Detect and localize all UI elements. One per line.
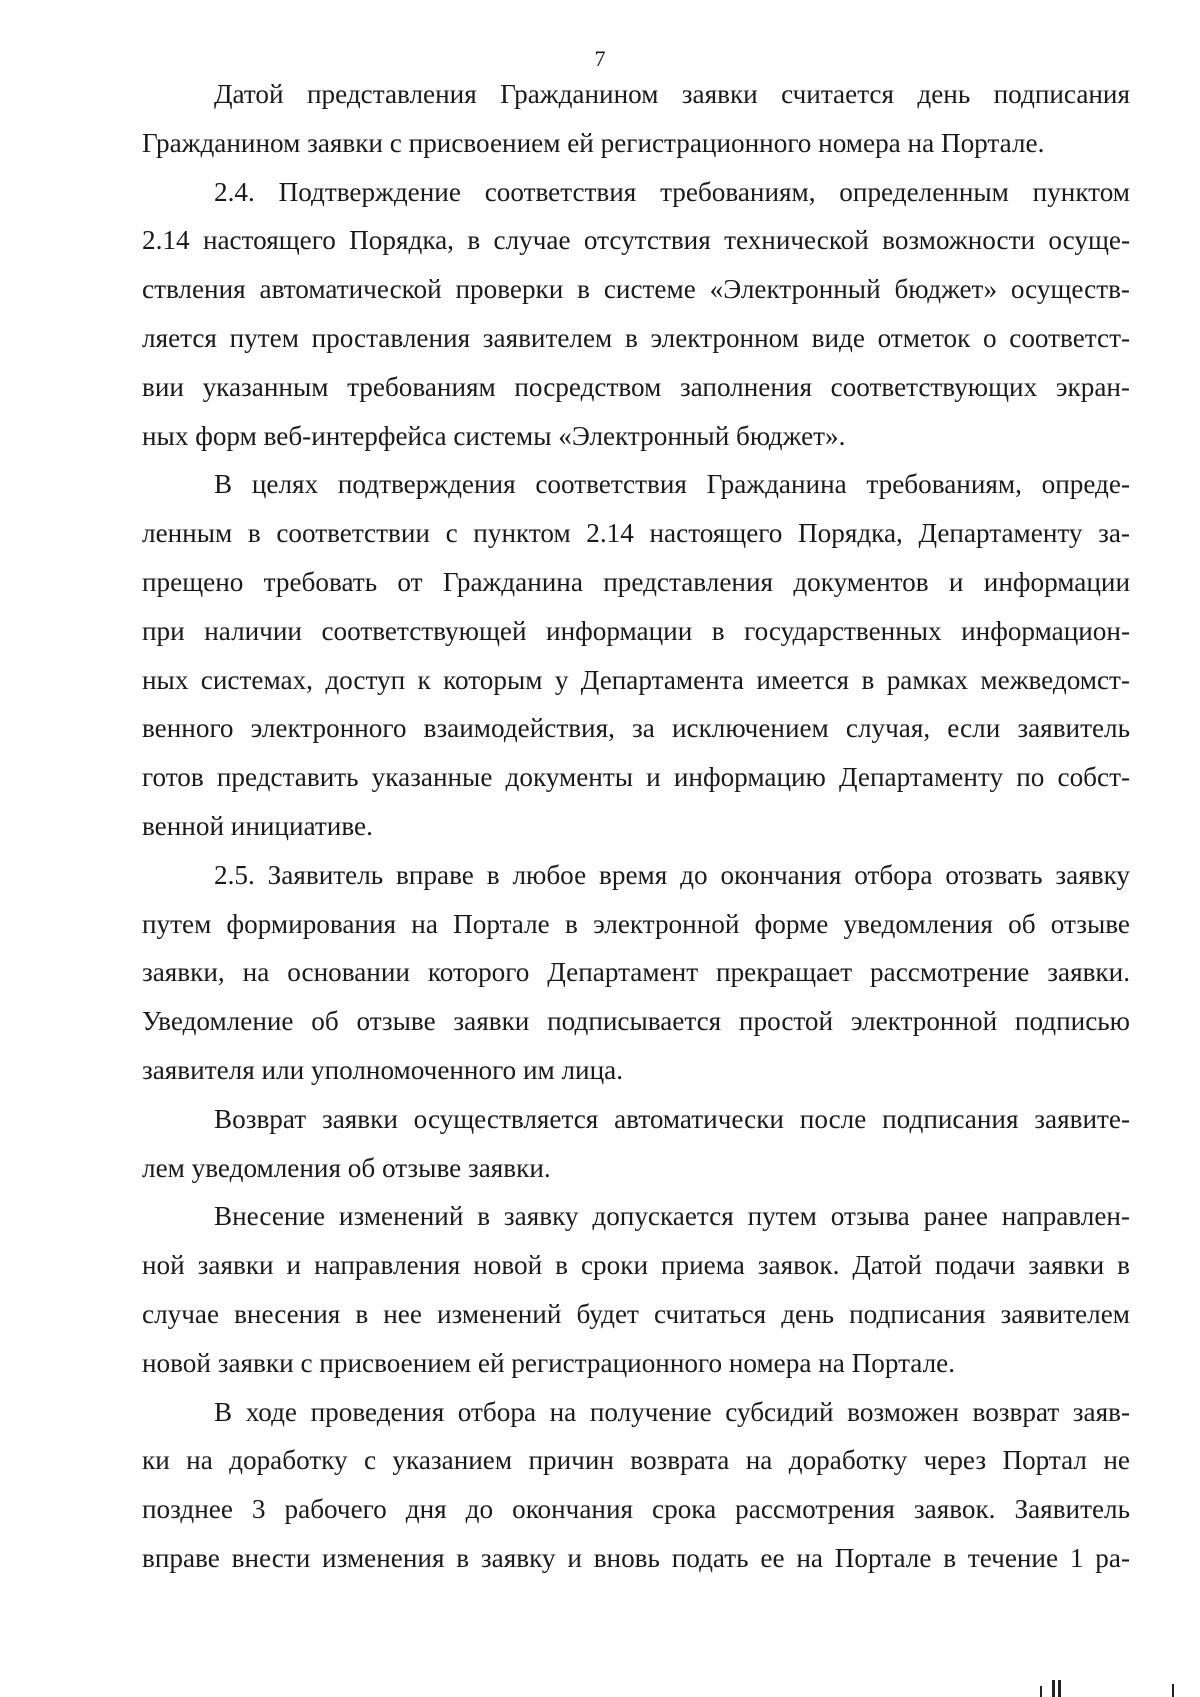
paragraph [142, 1095, 1130, 1193]
text-line: 2.14 настоящего Порядка, в случае отсутствия технической возможности осуще- [142, 225, 1130, 256]
text-line: новой заявки с присвоением ей регистрационного номера на Портале. [142, 1347, 956, 1378]
text-line: 2.5. Заявитель вправе в любое время до окончания отбора отозвать заявку [214, 859, 1130, 890]
scan-artifact [1052, 1680, 1055, 1697]
text-line: позднее 3 рабочего дня до окончания срока рассмотрения заявок. Заявитель [142, 1494, 1130, 1525]
paragraph [142, 168, 1130, 461]
paragraph [142, 70, 1130, 168]
text-line: В целях подтверждения соответствия Гражданина требованиям, опреде- [214, 469, 1130, 500]
text-line: Внесение изменений в заявку допускается путем отзыва ранее направлен- [214, 1201, 1130, 1232]
scan-artifact [1172, 1684, 1174, 1697]
text-line: вправе внести изменения в заявку и вновь подать ее на Портале в течение 1 ра- [142, 1542, 1130, 1573]
scan-artifact [1058, 1680, 1061, 1697]
text-line: заявки, на основании которого Департамент прекращает рассмотрение заявки. [142, 957, 1130, 988]
text-line: ной заявки и направления новой в сроки приема заявок. Датой подачи заявки в [142, 1250, 1130, 1281]
text-line: венной инициативе. [142, 810, 373, 841]
text-line: венного электронного взаимодействия, за исключением случая, если заявитель [142, 713, 1130, 744]
text-line: Возврат заявки осуществляется автоматически после подписания заявите- [214, 1103, 1130, 1134]
text-line: 2.4. Подтверждение соответствия требованиям, определенным пунктом [214, 176, 1130, 207]
page-number: 7 [594, 46, 606, 71]
text-line: ных системах, доступ к которым у Департамента имеется в рамках межведомст- [142, 664, 1130, 695]
text-line: ляется путем проставления заявителем в электронном виде отметок о соответст- [142, 322, 1130, 353]
text-line: ствления автоматической проверки в системе «Электронный бюджет» осуществ- [142, 274, 1130, 305]
text-line: при наличии соответствующей информации в государственных информацион- [142, 615, 1130, 646]
text-line: лем уведомления об отзыве заявки. [142, 1152, 551, 1183]
text-line: путем формирования на Портале в электронной форме уведомления об отзыве [142, 908, 1130, 939]
text-line: ки на доработку с указанием причин возврата на доработку через Портал не [142, 1445, 1130, 1476]
paragraph [142, 1192, 1130, 1387]
text-line: Уведомление об отзыве заявки подписывается простой электронной подписью [142, 1006, 1130, 1037]
scan-artifact [1040, 1686, 1042, 1697]
paragraph [142, 460, 1130, 850]
text-line: вии указанным требованиям посредством заполнения соответствующих экран- [142, 371, 1130, 402]
paragraph [142, 1388, 1130, 1583]
text-line: ных форм веб-интерфейса системы «Электронный бюджет». [142, 420, 846, 451]
text-line: ленным в соответствии с пунктом 2.14 настоящего Порядка, Департаменту за- [142, 518, 1130, 549]
document-body [142, 70, 1130, 1583]
text-line: В ходе проведения отбора на получение субсидий возможен возврат заяв- [214, 1396, 1130, 1427]
text-line: случае внесения в нее изменений будет считаться день подписания заявителем [142, 1298, 1130, 1329]
text-line: заявителя или уполномоченного им лица. [142, 1054, 624, 1085]
text-line: готов представить указанные документы и информацию Департаменту по собст- [142, 762, 1130, 793]
paragraph [142, 851, 1130, 1095]
text-line: прещено требовать от Гражданина представления документов и информации [142, 566, 1130, 597]
text-line: Датой представления Гражданином заявки считается день подписания [214, 79, 1130, 109]
text-line: Гражданином заявки с присвоением ей регистрационного номера на Портале. [142, 127, 1045, 158]
